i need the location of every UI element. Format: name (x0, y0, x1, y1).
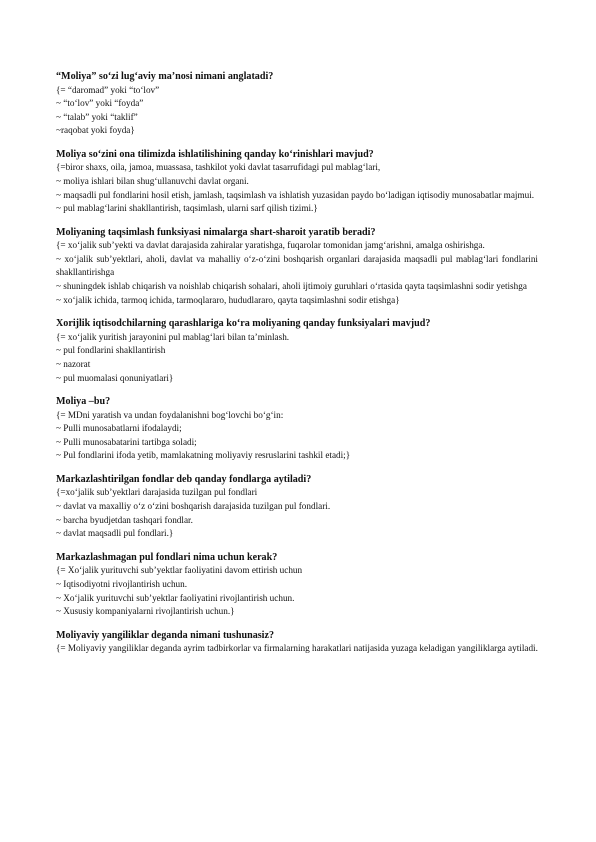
question-block (56, 395, 538, 463)
answer-option-line: ~ davlat maqsadli pul fondlari.} (56, 528, 174, 539)
question-text: Moliyaviy yangiliklar deganda nimani tushunasiz? (56, 629, 275, 641)
answer-option-line: ~ Pulli munosabatlarni ifodalaydi; (56, 423, 182, 434)
question-block (56, 317, 538, 385)
answer-option-line: ~ Xo‘jalik yurituvchi sub’yektlar faoliyatini rivojlantirish uchun. (56, 592, 295, 603)
correct-answer-line: {= xo‘jalik sub’yekti va davlat darajasida zahiralar yaratishga, fuqarolar tomonidan jamg‘arishni, amalga oshirishga. (56, 240, 485, 251)
answer-option-line: ~ davlat va maxalliy o‘z o‘zini boshqarish darajasida tuzilgan pul fondlari. (56, 501, 331, 512)
question-text: Moliya so‘zini ona tilimizda ishlatilishining qanday ko‘rinishlari mavjud? (56, 148, 374, 160)
answer-option-line: ~ shuningdek ishlab chiqarish va noishlab chiqarish sohalari, aholi ijtimoiy guruhlari o‘rtasida qayta taqsimlashni sodir yetishga (56, 281, 527, 292)
question-block (56, 551, 538, 619)
question-block (56, 473, 538, 541)
answer-option-line: ~ pul mablag‘larini shakllantirish, taqsimlash, ularni sarf qilish tizimi.} (56, 203, 318, 214)
answer-option-line: ~ “to‘lov” yoki “foyda” (56, 98, 144, 109)
question-block (56, 226, 538, 307)
question-block (56, 629, 538, 656)
question-block (56, 70, 538, 138)
answer-option-line: ~ Pulli munosabatarini tartibga soladi; (56, 436, 197, 447)
answer-option-line: ~ barcha byudjetdan tashqari fondlar. (56, 514, 193, 525)
correct-answer-line: {= Xo‘jalik yurituvchi sub’yektlar faoliyatini davom ettirish uchun (56, 565, 303, 576)
answer-option-line: ~ Iqtisodiyotni rivojlantirish uchun. (56, 578, 188, 589)
answer-option-line: ~ moliya ishlari bilan shug‘ullanuvchi davlat organi. (56, 175, 249, 186)
question-block (56, 148, 538, 216)
correct-answer-line: {= xo‘jalik yuritish jarayonini pul mablag‘lari bilan ta’minlash. (56, 331, 290, 342)
question-text: Moliyaning taqsimlash funksiyasi nimalarga shart-sharoit yaratib beradi? (56, 226, 376, 238)
answer-option-line: ~ “talab” yoki “taklif” (56, 111, 138, 122)
correct-answer-line: {=xo‘jalik sub’yektlari darajasida tuzilgan pul fondlari (56, 487, 258, 498)
answer-option-line: ~ maqsadli pul fondlarini hosil etish, jamlash, taqsimlash va ishlatish yuzasidan paydo bo‘ladigan iqtisodiy munosabatlar majmui. (56, 189, 535, 200)
question-text: Markazlashmagan pul fondlari nima uchun kerak? (56, 551, 278, 563)
question-text: “Moliya” so‘zi lug‘aviy ma’nosi nimani anglatadi? (56, 71, 274, 82)
answer-option-line: ~ pul muomalasi qonuniyatlari} (56, 372, 174, 383)
question-text: Xorijlik iqtisodchilarning qarashlariga ko‘ra moliyaning qanday funksiyalari mavjud? (56, 318, 431, 330)
correct-answer-line: {=biror shaxs, oila, jamoa, muassasa, tashkilot yoki davlat tasarrufidagi pul mablag‘lari, (56, 162, 381, 173)
question-text: Markazlashtirilgan fondlar deb qanday fondlarga aytiladi? (56, 473, 312, 485)
answer-option-line: ~ xo‘jalik sub’yektlari, aholi, davlat va mahalliy o‘z-o‘zini boshqarish organlari darajasida maqsadli pul mablag‘lari fondlarini shakllantirishga (56, 253, 538, 278)
answer-option-line: ~ Xususiy kompaniyalarni rivojlantirish uchun.} (56, 606, 235, 617)
correct-answer-line: {= “daromad” yoki “to‘lov” (56, 84, 160, 95)
correct-answer-line: {= MDni yaratish va undan foydalanishni bog‘lovchi bo‘g‘in: (56, 409, 284, 420)
answer-option-line: ~ xo‘jalik ichida, tarmoq ichida, tarmoqlararo, hududlararo, qayta taqsimlashni sodir etishga} (56, 294, 400, 305)
answer-option-line: ~raqobat yoki foyda} (56, 125, 135, 136)
correct-answer-line: {= Moliyaviy yangiliklar deganda ayrim tadbirkorlar va firmalarning harakatlari natijasida yuzaga keladigan yangiliklarga aytiladi. (56, 643, 538, 654)
quiz-content (56, 70, 538, 666)
answer-option-line: ~ nazorat (56, 358, 91, 369)
question-text: Moliya –bu? (56, 396, 111, 408)
answer-option-line: ~ pul fondlarini shakllantirish (56, 345, 166, 356)
answer-option-line: ~ Pul fondlarini ifoda yetib, mamlakatning moliyaviy resruslarini tashkil etadi;} (56, 450, 351, 461)
